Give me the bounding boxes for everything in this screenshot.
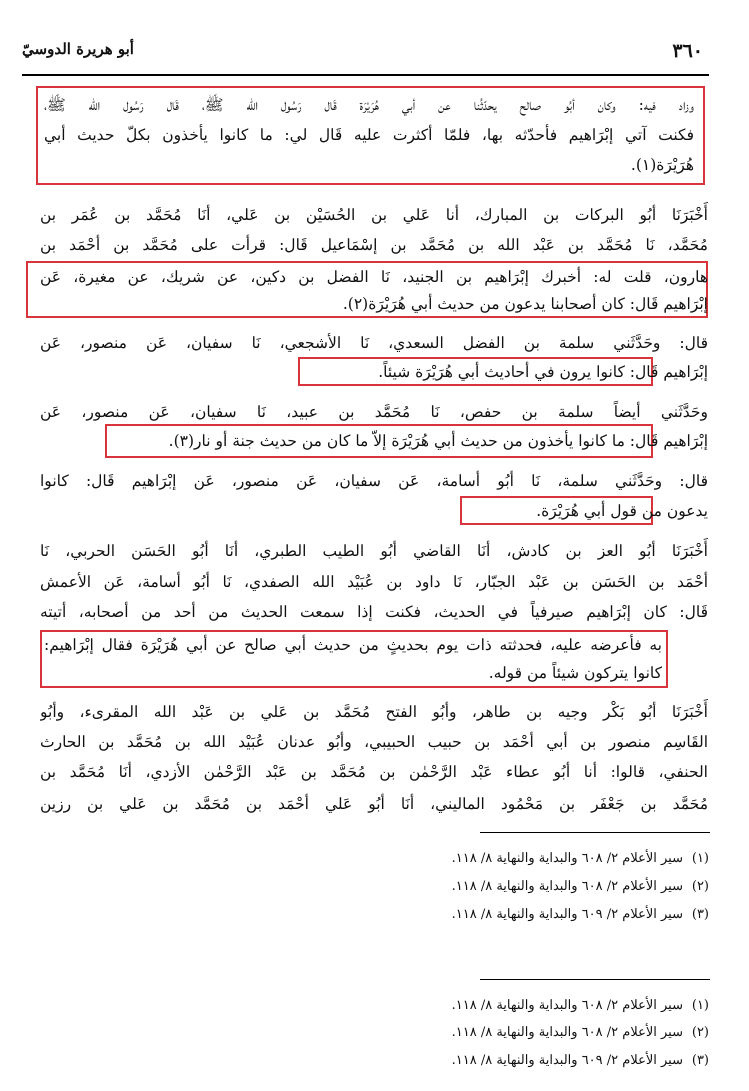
body-line: إبْرَاهيم قَال: كانوا يرون في أحاديث أبي هُرَيْرَة شيئاً. [378,363,708,381]
body-line: به فأعرضه عليه، فحدثته ذات يوم بحديثٍ من حديث أبي صالح عن أبي هُرَيْرَة فقال إبْرَاهيم: [44,636,662,654]
body-line: أحْمَد بن الحَسَن بن عَبْد الجبّار، نَا داود بن عُبَيْد الله الصفدي، نَا أبُو أسامة، عَن الأعمش [40,573,708,591]
body-line: القَاسِم منصور بن أبي أحْمَد بن حبيب الحبيبي، وأبُو عدنان عُبَيْد الله بن مُحَمَّد بن الحارث [40,733,708,751]
footnote [329,995,709,1017]
body-line: أَخْبَرَنَا أبُو البركات بن المبارك، أنا عَلي بن الحُسَيْن بن عَلي، أنَا مُحَمَّد بن عُمَر بن [40,206,708,224]
footnote [329,1050,709,1072]
footnote-text: سير الأعلام ٢/ ٦٠٨ والبداية والنهاية ٨/ ١١٨. [451,998,683,1013]
running-title: أبو هريرة الدوسيّ [22,40,134,58]
body-line: فكنت آتي إبْرَاهيم فأحدّثه بها، فلمّا أكثرت عليه قَال لي: ما كانوا يأخذون بكلّ حديث أبي [44,126,694,144]
body-line: أَخْبَرَنَا أبُو العز بن كادش، أنَا القاضي أبُو الطيب الطبري، أنَا أبُو الحَسَن الحربي، نَا [40,542,708,560]
footnote-number: (١) [691,851,709,866]
body-line: وزاد فيه: وكان أبُو صالح يحدّثُنا عن أبي هُرَيْرَة قَال رَسُول الله ﷺ، قَال رَسُول الله ﷺ، [44,96,694,114]
footnote-text: سير الأعلام ٢/ ٦٠٨ والبداية والنهاية ٨/ ١١٨. [451,1025,683,1040]
body-line: كانوا يتركون شيئاً من قوله. [488,664,662,682]
footnote-text: سير الأعلام ٢/ ٦٠٨ والبداية والنهاية ٨/ ١١٨. [451,879,683,894]
footnote-number: (٣) [691,1053,709,1068]
footnote [329,904,709,926]
body-line: قال: وحَدَّثَني سلمة، نَا أبُو أسامة، عَن سفيان، عَن منصور، عَن إبْرَاهيم قَال: كانوا [40,472,708,490]
footnote [329,876,709,898]
footnote-text: سير الأعلام ٢/ ٦٠٩ والبداية والنهاية ٨/ ١١٨. [451,907,683,922]
footnote [329,1022,709,1044]
body-line: وحَدَّثَني أيضاً سلمة بن حفص، نَا مُحَمَّد بن عبيد، نَا سفيان، عَن منصور، عَن [40,403,708,421]
page-number: ٣٦٠ [672,40,703,62]
footnote-text: سير الأعلام ٢/ ٦٠٨ والبداية والنهاية ٨/ ١١٨. [451,851,683,866]
body-line: مُحَمَّد، نَا مُحَمَّد بن عَبْد الله بن مُحَمَّد بن إسْمَاعيل قَال: قرأت على مُحَمَّد بن أحْمَد بن [40,236,708,254]
body-line: يدعون من قول أبي هُرَيْرَة. [536,502,708,520]
body-line: هُرَيْرَة(١). [630,156,694,174]
body-line: هارون، قلت له: أخبرك إبْرَاهيم بن الجنيد، نَا الفضل بن دكين، عن شريك، عن مغيرة، عَن [40,268,708,286]
footnote-number: (٢) [691,879,709,894]
body-line: الحنفي، قالوا: أنا أبُو عطاء عَبْد الرَّحْمٰن بن مُحَمَّد بن عَبْد الرَّحْمٰن الأزدي، أنَا مُحَمَّد بن [40,763,708,781]
body-line: أَخْبَرَنَا أبُو بَكْر وجيه بن طاهر، وأبُو الفتح مُحَمَّد بن عَلي بن عَبْد الله المقرىء، وأبُو [40,703,708,721]
footnote-rule [480,979,710,980]
footnote-number: (٣) [691,907,709,922]
header-rule [22,74,709,76]
body-line: إبْرَاهيم قَال: ما كانوا يأخذون من حديث أبي هُرَيْرَة إلاّ ما كان من حديث جنة أو نار(٣). [168,432,708,450]
footnote-text: سير الأعلام ٢/ ٦٠٩ والبداية والنهاية ٨/ ١١٨. [451,1053,683,1068]
footnote-number: (١) [691,998,709,1013]
footnote-rule [480,832,710,833]
footnote [329,848,709,870]
body-line: قَال: كان إبْرَاهيم صيرفياً في الحديث، فكنت إذا سمعت الحديث من أحد من أصحابه، أتيته [40,603,708,621]
body-line: إبْرَاهيم قَال: كان أصحابنا يدعون من حديث أبي هُرَيْرَة(٢). [342,295,708,313]
body-line: قال: وحَدَّثَني سلمة بن الفضل السعدي، نَا الأشجعي، نَا سفيان، عَن منصور، عَن [40,334,708,352]
body-line: مُحَمَّد بن جَعْفَر بن مَحْمُود الماليني، أنَا أبُو عَلي أحْمَد بن مُحَمَّد بن عَلي بن رزين [40,795,708,813]
footnote-number: (٢) [691,1025,709,1040]
